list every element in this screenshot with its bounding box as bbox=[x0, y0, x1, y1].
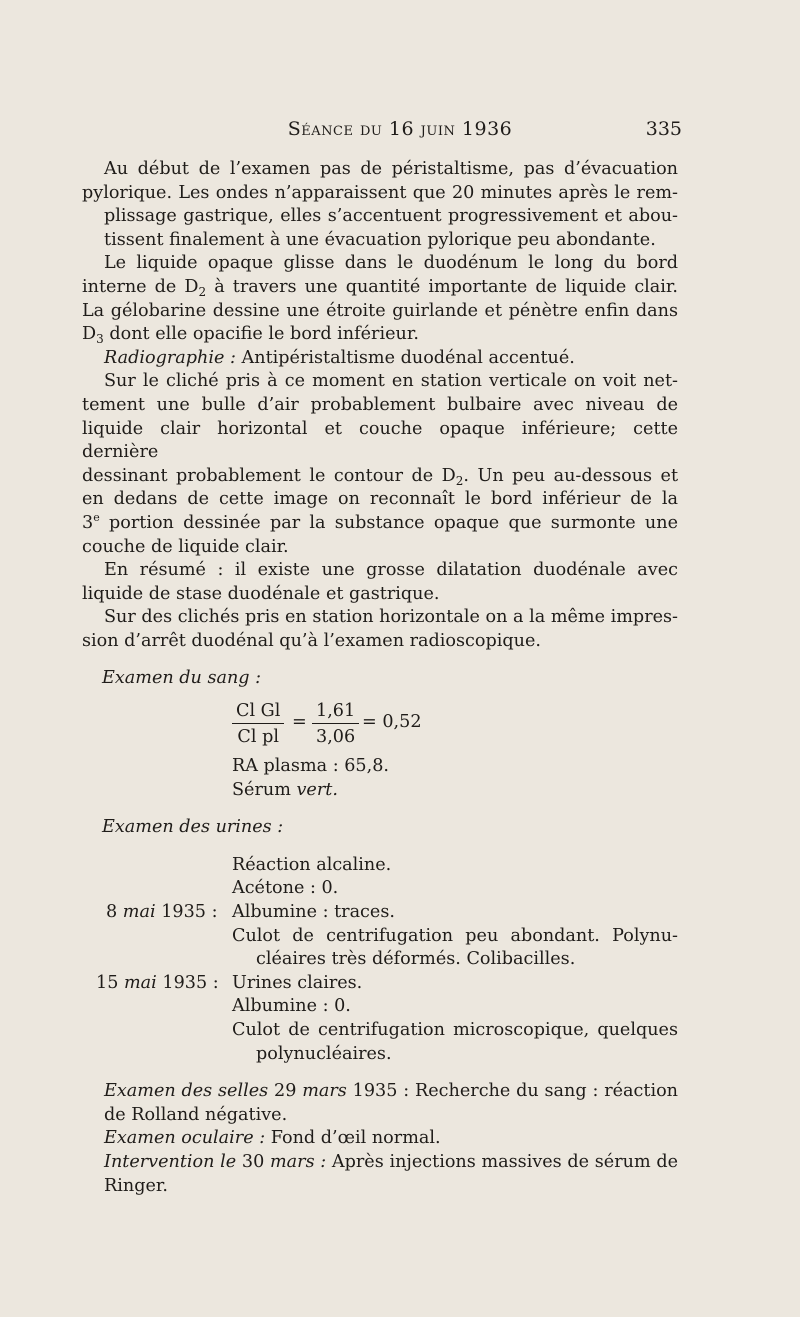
text-line: pylorique. Les ondes n’apparaissent que 20 minutes après le rem- bbox=[82, 182, 678, 203]
ra-plasma: RA plasma : 65,8. bbox=[232, 756, 390, 777]
header-title-month: juin bbox=[420, 118, 456, 140]
list-item bbox=[82, 925, 678, 972]
list-item bbox=[82, 901, 678, 925]
fraction-values bbox=[312, 699, 359, 748]
text-line: Au début de l’examen pas de péristaltisme, pas d’évacuation bbox=[104, 159, 678, 179]
text-line: liquide de stase duodénale et gastrique. bbox=[82, 583, 440, 604]
text-line bbox=[82, 323, 678, 347]
text-line: liquide clair horizontal et couche opaque inférieure; cette dernière bbox=[82, 418, 678, 463]
list-item bbox=[82, 854, 678, 878]
page-number: 335 bbox=[645, 118, 682, 140]
examen-sang-heading: Examen du sang : bbox=[102, 668, 262, 689]
text-line bbox=[82, 465, 678, 489]
fraction-numerator: 1,61 bbox=[312, 699, 359, 724]
examen-urines-heading: Examen des urines : bbox=[102, 817, 284, 838]
subscript: 2 bbox=[198, 284, 207, 299]
date-year: 1935 : bbox=[155, 902, 218, 923]
fraction-denominator: 3,06 bbox=[316, 727, 356, 748]
date-day: 8 bbox=[106, 902, 123, 923]
selles-label: Examen des selles bbox=[104, 1081, 269, 1102]
radiographie-label: Radiographie : bbox=[104, 347, 236, 368]
date-month: mai bbox=[123, 972, 157, 993]
page-body bbox=[82, 158, 678, 1198]
urines-list bbox=[82, 854, 678, 1066]
paragraph-oculaire bbox=[82, 1127, 678, 1151]
text-line: en dedans de cette image on reconnaît le bord inférieur de la bbox=[82, 489, 678, 510]
superscript: e bbox=[93, 510, 100, 524]
text-fragment: Antipéristaltisme duodénal accentué. bbox=[235, 347, 575, 368]
urine-reaction: Réaction alcaline. bbox=[232, 854, 392, 875]
text-fragment: à travers une quantité importante de liquide clair. bbox=[214, 276, 678, 297]
text-fragment: D bbox=[82, 324, 97, 345]
examen-sang bbox=[102, 667, 678, 691]
list-item bbox=[82, 972, 678, 996]
date-month: mai bbox=[122, 902, 156, 923]
list-item bbox=[82, 995, 678, 1019]
text-line: La gélobarine dessine une étroite guirlande et pénètre enfin dans bbox=[82, 300, 678, 321]
urine-albumine-1: Albumine : traces. bbox=[232, 902, 395, 923]
text-fragment: interne de D bbox=[82, 276, 199, 297]
spacer bbox=[82, 1066, 678, 1080]
fraction-denominator: Cl pl bbox=[237, 727, 279, 748]
paragraph-2 bbox=[82, 252, 678, 346]
date-day: 15 bbox=[96, 972, 124, 993]
serum-line bbox=[232, 779, 678, 803]
text-line: Sur des clichés pris en station horizontale on a la même impres- bbox=[104, 607, 678, 628]
paragraph-6 bbox=[82, 606, 678, 653]
examen-urines bbox=[102, 816, 678, 840]
urine-date-1 bbox=[106, 901, 218, 925]
date-day: 30 bbox=[236, 1151, 270, 1172]
text-fragment: portion dessinée par la substance opaque que surmonte une bbox=[99, 512, 678, 533]
text-line: tement une bulle d’air probablement bulbaire avec niveau de bbox=[82, 394, 678, 415]
header-title-a: Séance du bbox=[287, 118, 383, 140]
text-fragment: dont elle opacifie le bord inférieur. bbox=[103, 324, 419, 345]
paragraph-resume bbox=[82, 559, 678, 606]
formula bbox=[232, 699, 678, 755]
formula-result: = 0,52 bbox=[362, 712, 422, 733]
text-line: Sur le cliché pris à ce moment en station verticale on voit net- bbox=[104, 371, 678, 392]
fraction-numerator: Cl Gl bbox=[232, 699, 284, 724]
text-line: En résumé : il existe une grosse dilatation duodénale avec bbox=[104, 560, 678, 581]
date-year: 1935 : bbox=[346, 1081, 410, 1102]
paragraph-1 bbox=[82, 158, 678, 252]
text-line bbox=[82, 347, 678, 371]
date-year: 1935 : bbox=[156, 972, 219, 993]
serum-label: Sérum bbox=[232, 779, 297, 800]
header-title-day: 16 bbox=[388, 118, 415, 140]
header-title-year: 1936 bbox=[461, 118, 513, 140]
fraction-cl bbox=[232, 699, 284, 748]
urine-albumine-2: Albumine : 0. bbox=[232, 996, 351, 1017]
text-line bbox=[82, 276, 678, 300]
urine-date-2 bbox=[96, 972, 219, 996]
text-fragment: 3 bbox=[82, 512, 94, 533]
paragraph-intervention bbox=[82, 1151, 678, 1198]
list-item bbox=[82, 877, 678, 901]
urine-acetone: Acétone : 0. bbox=[232, 878, 339, 899]
intervention-label: Intervention le bbox=[104, 1151, 237, 1172]
subscript: 3 bbox=[96, 332, 104, 347]
paragraph-4 bbox=[82, 370, 678, 559]
intervention-text: Après injections massives de sérum de Ringer. bbox=[104, 1151, 678, 1196]
list-item bbox=[82, 1019, 678, 1066]
oculaire-text: Fond d’œil normal. bbox=[265, 1128, 441, 1149]
selles-text: Recherche du sang : réaction de Rolland négative. bbox=[104, 1081, 678, 1125]
urine-culot-1: Culot de centrifugation peu abondant. Polynu-cléaires très déformés. Colibacilles. bbox=[232, 925, 678, 970]
urine-urines-claires: Urines claires. bbox=[232, 972, 363, 993]
text-fragment: . Un peu au-dessous et bbox=[463, 465, 679, 486]
paragraph-selles bbox=[82, 1080, 678, 1127]
date-month: mars : bbox=[270, 1151, 327, 1172]
oculaire-label: Examen oculaire : bbox=[104, 1128, 266, 1149]
subscript: 2 bbox=[455, 473, 464, 488]
text-line: couche de liquide clair. bbox=[82, 536, 289, 557]
text-line: Le liquide opaque glisse dans le duodénum le long du bord bbox=[104, 253, 678, 274]
text-line: tissent finalement à une évacuation pylorique peu abondante. bbox=[104, 229, 656, 250]
text-fragment: dessinant probablement le contour de D bbox=[82, 465, 456, 486]
paragraph-radiographie bbox=[82, 347, 678, 371]
serum-value: vert. bbox=[296, 779, 338, 800]
running-header bbox=[0, 114, 800, 144]
text-line: sion d’arrêt duodénal qu’à l’examen radioscopique. bbox=[82, 630, 541, 651]
date-month: mars bbox=[302, 1081, 347, 1102]
urine-culot-2: Culot de centrifugation microscopique, quelques polynucléaires. bbox=[232, 1020, 678, 1064]
text-line: plissage gastrique, elles s’accentuent progressivement et abou- bbox=[104, 206, 678, 227]
text-line bbox=[82, 512, 678, 536]
equals-sign: = bbox=[292, 712, 307, 733]
date-day: 29 bbox=[268, 1081, 303, 1102]
